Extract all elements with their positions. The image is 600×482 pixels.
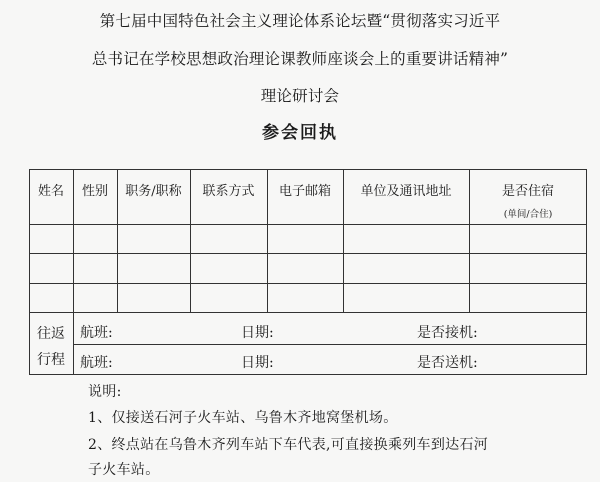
note-item-2-line-1: 2、终点站在乌鲁木齐列车站下车代表,可直接换乘列车到达石河 <box>88 437 489 453</box>
document-title-line-1: 第七届中国特色社会主义理论体系论坛暨“贯彻落实习近平 <box>99 12 501 30</box>
dropoff-label: 是否送机: <box>417 355 478 371</box>
travel-label-line-2: 行程 <box>37 352 65 368</box>
header-address: 单位及通讯地址 <box>360 184 452 199</box>
arrival-date-label: 日期: <box>241 325 274 341</box>
form-title: 参会回执 <box>262 123 338 143</box>
document-title-line-2: 总书记在学校思想政治理论课教师座谈会上的重要讲话精神” <box>91 50 509 68</box>
note-item-1: 1、仅接送石河子火车站、乌鲁木齐地窝堡机场。 <box>88 410 398 426</box>
document-title-line-3: 理论研讨会 <box>260 87 340 105</box>
notes-heading: 说明: <box>88 384 122 400</box>
departure-date-label: 日期: <box>241 355 274 371</box>
pickup-label: 是否接机: <box>417 325 478 341</box>
registration-table <box>29 169 587 375</box>
arrival-flight-label: 航班: <box>80 325 113 341</box>
header-contact: 联系方式 <box>202 184 255 199</box>
header-email: 电子邮箱 <box>278 184 331 199</box>
header-position: 职务/职称 <box>125 184 182 199</box>
header-gender: 性别 <box>81 184 108 199</box>
header-lodging-note: (单间/合住) <box>503 209 553 220</box>
travel-label-line-1: 往返 <box>37 326 65 342</box>
header-name: 姓名 <box>37 184 64 199</box>
table-grid-lines <box>29 169 587 375</box>
note-item-2-line-2: 子火车站。 <box>88 462 160 478</box>
departure-flight-label: 航班: <box>80 355 113 371</box>
header-lodging: 是否住宿 <box>501 184 554 199</box>
